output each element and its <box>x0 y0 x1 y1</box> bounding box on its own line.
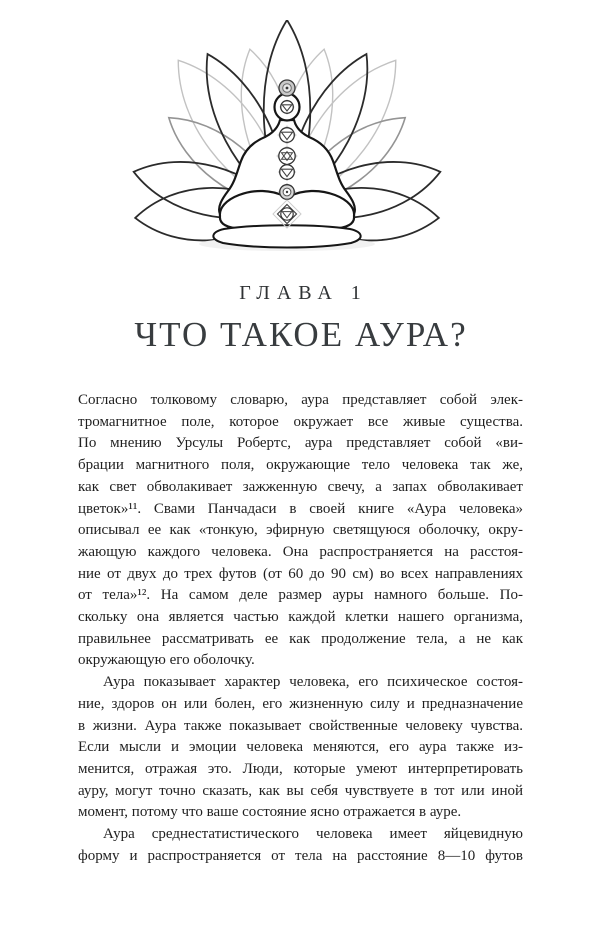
body-text <box>78 390 523 867</box>
page-title: ЧТО ТАКОЕ АУРА? <box>134 315 468 354</box>
text-line: цветок»¹¹. Свами Панчадаси в своей книге «Аура человека» <box>78 500 523 517</box>
text-line: окружающую его оболочку. <box>78 652 255 669</box>
text-line: Аура показывает характер человека, его психическое состоя- <box>103 674 523 691</box>
text-line: как свет обволакивает зажженную свечу, а запах обволакивает <box>78 478 523 495</box>
text-line: менится, отражая это. Люди, которые умеют интерпретировать <box>78 760 523 777</box>
text-line: брации магнитного поля, окружающие тело человека так же, <box>78 457 523 474</box>
text-line: Если мысли и эмоции человека меняются, его аура также из- <box>78 739 523 756</box>
chapter-illustration <box>127 20 447 252</box>
chapter-label: ГЛАВА 1 <box>239 282 368 304</box>
text-line: в жизни. Аура также показывает свойственные человеку чувства. <box>78 717 523 734</box>
text-line: момент, потому что ваше состояние ясно отражается в ауре. <box>78 804 462 821</box>
text-line: Аура среднестатистического человека имеет яйцевидную <box>103 826 523 843</box>
text-line: ауру, могут точно сказать, как вы себя чувствуете в тот или иной <box>78 782 523 799</box>
text-line: тромагнитное поле, которое окружает все живые существа. <box>78 413 523 430</box>
text-line: от тела»¹². На самом деле размер ауры намного больше. По- <box>78 587 523 604</box>
text-line: По мнению Урсулы Робертс, аура представляет собой «ви- <box>78 435 523 452</box>
text-line: форму и распространяется от тела на расстояние 8—10 футов <box>78 847 523 864</box>
third-eye-chakra-icon <box>280 100 294 114</box>
text-line: скольку она является частью каждой клетки нашего организма, <box>78 609 523 626</box>
text-line: правильнее рассматривать ее как продолжение тела, а не как <box>78 630 523 647</box>
crown-chakra-icon <box>279 80 295 96</box>
text-line: ние от двух до трех футов (от 60 до 90 см) во всех направлениях <box>78 565 523 582</box>
text-line: ние, здоров он или болен, его жизненную силу и предназначение <box>78 695 523 712</box>
text-line: Согласно толковому словарю, аура представляет собой элек- <box>78 392 523 408</box>
text-line: описывал ее как «тонкую, эфирную светящуюся оболочку, окру- <box>78 522 523 539</box>
text-line: жающую каждого человека. Она распространяется на расстоя- <box>78 543 523 560</box>
lotus-meditation-icon <box>127 20 447 252</box>
